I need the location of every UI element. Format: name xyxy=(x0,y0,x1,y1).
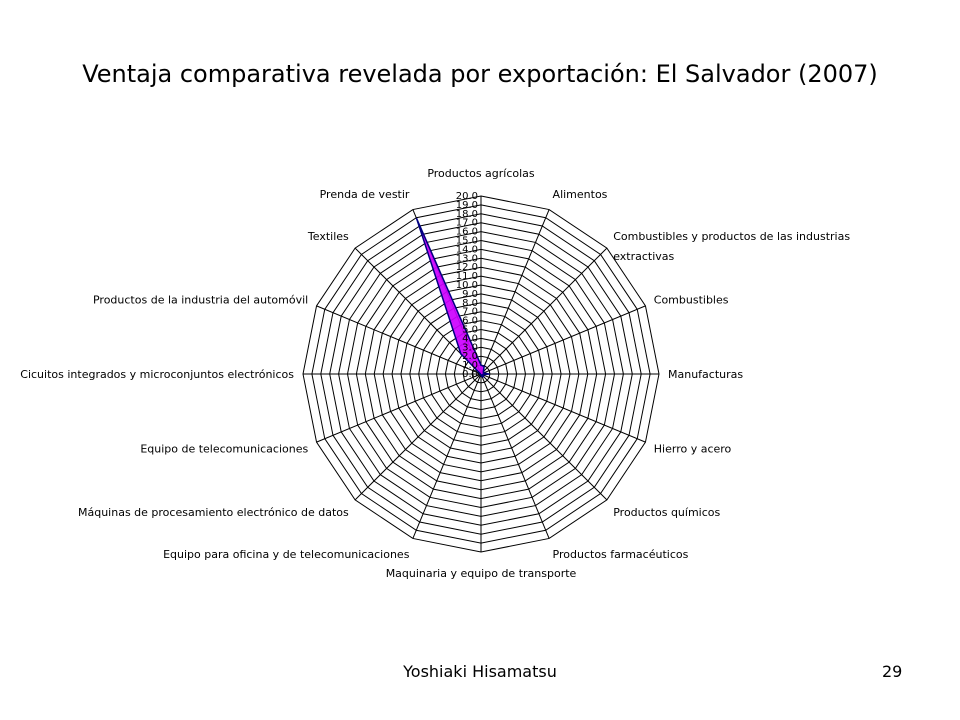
radar-category-label-line: Cicuitos integrados y microconjuntos electrónicos xyxy=(20,368,294,381)
radar-tick-label: 1.0 xyxy=(462,360,478,372)
radar-category-label-line: Combustibles y productos de las industrias xyxy=(613,230,851,244)
radar-category-label xyxy=(553,548,689,561)
radar-category-label-line: Hierro y acero xyxy=(653,442,732,456)
radar-category-label-line: Equipo para oficina y de telecomunicaciones xyxy=(163,548,410,562)
footer-author: Yoshiaki Hisamatsu xyxy=(403,662,557,681)
radar-category-label-line: extractivas xyxy=(613,250,675,264)
radar-category-label-line: Prenda de vestir xyxy=(319,187,410,201)
radar-category-label-line: Manufacturas xyxy=(668,368,744,381)
radar-spoke xyxy=(481,374,607,500)
radar-tick-label: 14.0 xyxy=(455,244,478,256)
radar-tick-label: 11.0 xyxy=(455,271,478,283)
radar-tick-label: 3.0 xyxy=(462,342,478,354)
radar-category-label-line: Equipo de telecomunicaciones xyxy=(140,442,309,456)
radar-data-point xyxy=(483,366,485,368)
radar-tick-label: 9.0 xyxy=(462,288,478,300)
radar-category-label xyxy=(140,443,308,456)
radar-category-label xyxy=(320,188,410,201)
radar-data-point xyxy=(483,376,485,378)
radar-tick-label: 19.0 xyxy=(455,199,478,211)
radar-spoke xyxy=(481,306,645,374)
radar-category-label xyxy=(163,548,410,561)
radar-category-label-line: Alimentos xyxy=(552,187,608,201)
radar-tick-label: 13.0 xyxy=(455,253,478,265)
radar-tick-label: 12.0 xyxy=(455,262,478,274)
radar-tick-label: 0.0 xyxy=(462,369,478,380)
radar-category-label-line: Máquinas de procesamiento electrónico de datos xyxy=(77,505,349,519)
radar-data-point xyxy=(482,374,484,376)
radar-tick-label: 8.0 xyxy=(462,297,478,309)
radar-data-point xyxy=(483,372,485,374)
radar-data-point xyxy=(416,218,418,220)
radar-category-label-line: Textiles xyxy=(307,230,349,244)
radar-category-label-line: Productos químicos xyxy=(613,505,721,519)
radar-category-label-line: Productos farmacéuticos xyxy=(552,548,689,562)
radar-tick-label: 7.0 xyxy=(462,306,478,318)
radar-spoke xyxy=(317,374,481,442)
radar-category-label xyxy=(307,230,349,243)
radar-category-label xyxy=(93,293,308,306)
radar-spoke xyxy=(355,374,481,500)
radar-category-label xyxy=(20,368,294,381)
radar-tick-label: 18.0 xyxy=(455,208,478,220)
radar-spoke xyxy=(481,374,549,538)
radar-spoke xyxy=(481,210,549,374)
radar-data-point xyxy=(479,373,481,375)
radar-tick-label: 20.0 xyxy=(455,191,478,202)
radar-category-label xyxy=(613,230,850,263)
radar-data-point xyxy=(481,376,483,378)
radar-tick-label: 6.0 xyxy=(462,315,478,327)
radar-category-label-line: Productos agrícolas xyxy=(427,167,535,180)
radar-tick-label: 2.0 xyxy=(462,351,478,363)
radar-category-label xyxy=(668,368,743,381)
radar-tick-label: 16.0 xyxy=(455,226,478,238)
slide-title: Ventaja comparativa revelada por exportación: El Salvador (2007) xyxy=(82,60,878,88)
page-number: 29 xyxy=(882,662,903,681)
radar-category-label-line: Combustibles xyxy=(653,293,729,307)
radar-data-point xyxy=(483,371,485,373)
radar-category-label xyxy=(78,506,349,519)
radar-spoke xyxy=(481,248,607,374)
radar-tick-label: 4.0 xyxy=(462,333,478,345)
radar-category-label xyxy=(553,188,608,201)
radar-tick-label: 17.0 xyxy=(455,217,478,229)
radar-category-label-line: Maquinaria y equipo de transporte xyxy=(385,567,577,580)
radar-category-label xyxy=(386,567,577,580)
radar-tick-label: 5.0 xyxy=(462,324,478,336)
radar-tick-label: 15.0 xyxy=(455,235,478,247)
radar-tick-label: 10.0 xyxy=(455,280,478,291)
radar-category-label xyxy=(613,506,720,519)
radar-data-point xyxy=(480,364,482,366)
radar-spoke xyxy=(481,374,645,442)
radar-data-point xyxy=(488,373,490,375)
radar-category-label xyxy=(654,443,732,456)
radar-category-label-line: Productos de la industria del automóvil xyxy=(92,293,309,307)
radar-spoke xyxy=(413,374,481,538)
radar-category-label xyxy=(654,293,729,306)
radar-category-label xyxy=(427,167,535,180)
